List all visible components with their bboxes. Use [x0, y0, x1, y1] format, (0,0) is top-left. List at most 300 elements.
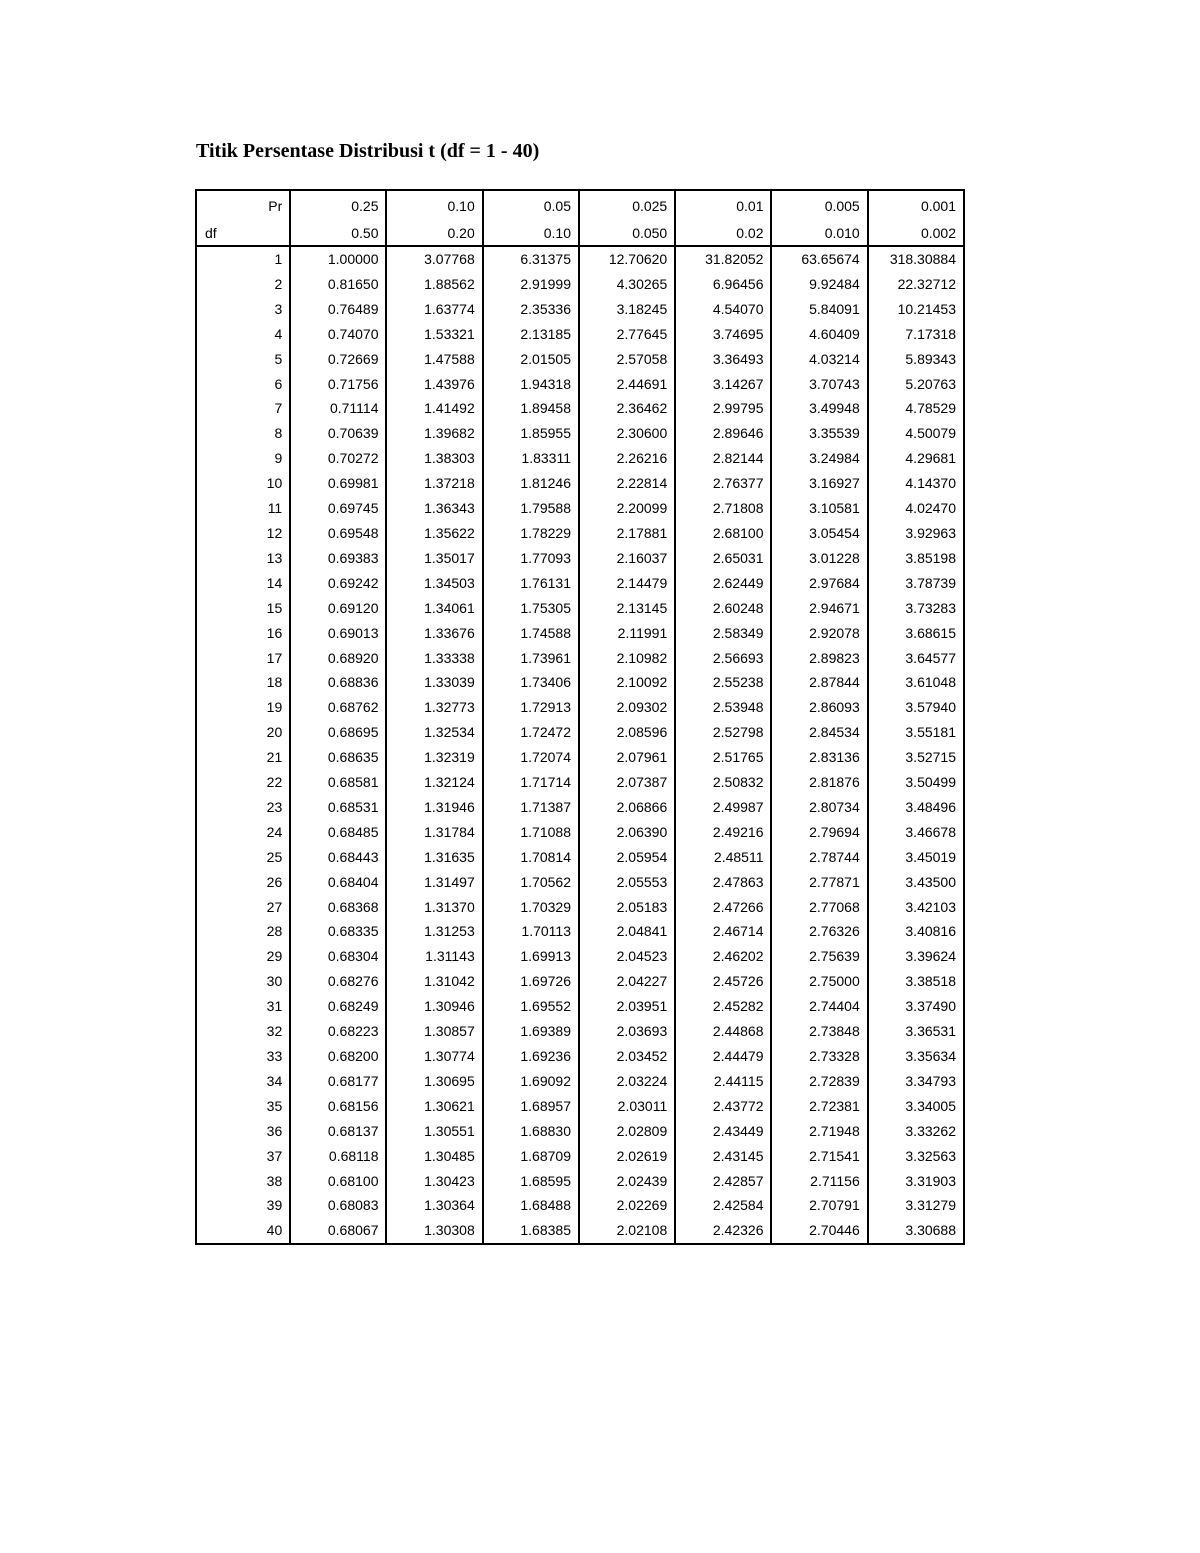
value-cell: 1.70113 — [483, 919, 579, 944]
df-cell: 37 — [266, 1147, 283, 1164]
df-cell: 18 — [266, 674, 283, 691]
table-row — [196, 646, 964, 671]
df-cell: 40 — [266, 1222, 283, 1239]
value-cell: 2.05553 — [579, 870, 675, 895]
value-cell: 2.68100 — [675, 521, 771, 546]
value-cell: 3.37490 — [868, 994, 964, 1019]
value-cell: 3.43500 — [868, 870, 964, 895]
value-cell: 2.04227 — [579, 969, 675, 994]
table-row — [196, 496, 964, 521]
value-cell: 5.89343 — [868, 347, 964, 372]
value-cell: 3.07768 — [386, 246, 482, 272]
value-cell: 1.34503 — [386, 571, 482, 596]
value-cell: 3.24984 — [771, 446, 867, 471]
df-cell: 39 — [266, 1197, 283, 1214]
value-cell: 2.65031 — [675, 546, 771, 571]
value-cell: 1.39682 — [386, 421, 482, 446]
value-cell: 2.07961 — [579, 745, 675, 770]
df-cell: 21 — [266, 749, 283, 766]
df-cell: 15 — [266, 599, 283, 616]
value-cell: 1.94318 — [483, 372, 579, 397]
value-cell: 2.45726 — [675, 969, 771, 994]
value-cell: 0.72669 — [290, 347, 386, 372]
value-cell: 2.52798 — [675, 720, 771, 745]
value-cell: 2.79694 — [771, 820, 867, 845]
value-cell: 0.69013 — [290, 621, 386, 646]
value-cell: 2.62449 — [675, 571, 771, 596]
table-row — [196, 695, 964, 720]
value-cell: 1.35622 — [386, 521, 482, 546]
value-cell: 2.71541 — [771, 1144, 867, 1169]
value-cell: 1.73961 — [483, 646, 579, 671]
value-cell: 2.75639 — [771, 944, 867, 969]
value-cell: 1.63774 — [386, 297, 482, 322]
table-row — [196, 919, 964, 944]
value-cell: 2.94671 — [771, 596, 867, 621]
value-cell: 2.46714 — [675, 919, 771, 944]
table-row — [196, 621, 964, 646]
value-cell: 0.68443 — [290, 845, 386, 870]
value-cell: 1.69552 — [483, 994, 579, 1019]
value-cell: 2.74404 — [771, 994, 867, 1019]
value-cell: 2.77645 — [579, 322, 675, 347]
value-cell: 3.40816 — [868, 919, 964, 944]
df-cell: 14 — [266, 574, 283, 591]
df-cell: 31 — [266, 998, 283, 1015]
value-cell: 1.71714 — [483, 770, 579, 795]
header-row-two-tailed — [196, 221, 964, 246]
value-cell: 1.30774 — [386, 1044, 482, 1069]
value-cell: 0.68137 — [290, 1119, 386, 1144]
value-cell: 1.71088 — [483, 820, 579, 845]
value-cell: 2.48511 — [675, 845, 771, 870]
value-cell: 2.75000 — [771, 969, 867, 994]
value-cell: 2.99795 — [675, 396, 771, 421]
value-cell: 1.30946 — [386, 994, 482, 1019]
value-cell: 3.14267 — [675, 372, 771, 397]
value-cell: 3.70743 — [771, 372, 867, 397]
value-cell: 3.16927 — [771, 471, 867, 496]
value-cell: 1.31143 — [386, 944, 482, 969]
value-cell: 3.18245 — [579, 297, 675, 322]
value-cell: 4.50079 — [868, 421, 964, 446]
value-cell: 1.68709 — [483, 1144, 579, 1169]
value-cell: 7.17318 — [868, 322, 964, 347]
value-cell: 2.84534 — [771, 720, 867, 745]
value-cell: 0.70639 — [290, 421, 386, 446]
value-cell: 0.68118 — [290, 1144, 386, 1169]
value-cell: 1.33338 — [386, 646, 482, 671]
header-cell: 0.02 — [675, 221, 771, 246]
value-cell: 3.33262 — [868, 1119, 964, 1144]
table-row — [196, 1144, 964, 1169]
value-cell: 1.70329 — [483, 895, 579, 920]
value-cell: 1.72074 — [483, 745, 579, 770]
value-cell: 3.36531 — [868, 1019, 964, 1044]
value-cell: 2.71156 — [771, 1169, 867, 1194]
t-distribution-table — [195, 189, 965, 1245]
value-cell: 2.08596 — [579, 720, 675, 745]
value-cell: 2.13145 — [579, 596, 675, 621]
value-cell: 2.09302 — [579, 695, 675, 720]
value-cell: 1.89458 — [483, 396, 579, 421]
value-cell: 2.70791 — [771, 1193, 867, 1218]
value-cell: 3.36493 — [675, 347, 771, 372]
df-cell: 29 — [266, 948, 283, 965]
df-cell: 17 — [266, 649, 283, 666]
value-cell: 1.73406 — [483, 670, 579, 695]
value-cell: 2.46202 — [675, 944, 771, 969]
value-cell: 0.68083 — [290, 1193, 386, 1218]
value-cell: 1.72913 — [483, 695, 579, 720]
value-cell: 3.50499 — [868, 770, 964, 795]
value-cell: 4.54070 — [675, 297, 771, 322]
value-cell: 4.30265 — [579, 272, 675, 297]
value-cell: 2.35336 — [483, 297, 579, 322]
page-title: Titik Persentase Distribusi t (df = 1 - 40) — [196, 140, 540, 162]
table-row — [196, 372, 964, 397]
df-cell: 24 — [266, 823, 283, 840]
value-cell: 3.92963 — [868, 521, 964, 546]
df-cell: 33 — [266, 1048, 283, 1064]
value-cell: 2.01505 — [483, 347, 579, 372]
value-cell: 2.53948 — [675, 695, 771, 720]
value-cell: 1.35017 — [386, 546, 482, 571]
df-cell: 30 — [266, 973, 283, 990]
df-cell: 23 — [266, 798, 283, 815]
df-cell: 26 — [266, 873, 283, 890]
value-cell: 2.56693 — [675, 646, 771, 671]
value-cell: 1.32534 — [386, 720, 482, 745]
table-row — [196, 1069, 964, 1094]
table-row — [196, 1218, 964, 1244]
value-cell: 2.02269 — [579, 1193, 675, 1218]
value-cell: 2.22814 — [579, 471, 675, 496]
value-cell: 1.72472 — [483, 720, 579, 745]
value-cell: 0.68485 — [290, 820, 386, 845]
value-cell: 1.37218 — [386, 471, 482, 496]
value-cell: 1.69389 — [483, 1019, 579, 1044]
table-row — [196, 297, 964, 322]
value-cell: 2.89646 — [675, 421, 771, 446]
value-cell: 1.71387 — [483, 795, 579, 820]
value-cell: 0.69981 — [290, 471, 386, 496]
df-cell: 9 — [274, 450, 283, 467]
value-cell: 3.42103 — [868, 895, 964, 920]
value-cell: 1.30695 — [386, 1069, 482, 1094]
header-row-one-tailed — [196, 190, 964, 221]
value-cell: 1.53321 — [386, 322, 482, 347]
value-cell: 5.20763 — [868, 372, 964, 397]
value-cell: 22.32712 — [868, 272, 964, 297]
table-row — [196, 870, 964, 895]
value-cell: 2.80734 — [771, 795, 867, 820]
value-cell: 2.72381 — [771, 1094, 867, 1119]
table-row — [196, 1094, 964, 1119]
value-cell: 1.30364 — [386, 1193, 482, 1218]
value-cell: 31.82052 — [675, 246, 771, 272]
value-cell: 3.64577 — [868, 646, 964, 671]
value-cell: 4.60409 — [771, 322, 867, 347]
df-cell: 34 — [266, 1072, 283, 1089]
value-cell: 1.32319 — [386, 745, 482, 770]
value-cell: 0.70272 — [290, 446, 386, 471]
value-cell: 1.30621 — [386, 1094, 482, 1119]
value-cell: 1.30857 — [386, 1019, 482, 1044]
value-cell: 4.78529 — [868, 396, 964, 421]
value-cell: 0.81650 — [290, 272, 386, 297]
value-cell: 2.20099 — [579, 496, 675, 521]
value-cell: 1.78229 — [483, 521, 579, 546]
df-cell: 35 — [266, 1097, 283, 1114]
value-cell: 3.78739 — [868, 571, 964, 596]
value-cell: 2.71808 — [675, 496, 771, 521]
value-cell: 6.31375 — [483, 246, 579, 272]
value-cell: 3.68615 — [868, 621, 964, 646]
table-row — [196, 596, 964, 621]
df-cell: 20 — [266, 724, 283, 741]
value-cell: 4.03214 — [771, 347, 867, 372]
table-row — [196, 969, 964, 994]
value-cell: 0.68335 — [290, 919, 386, 944]
df-cell: 12 — [266, 524, 283, 541]
value-cell: 1.38303 — [386, 446, 482, 471]
value-cell: 3.34793 — [868, 1069, 964, 1094]
value-cell: 2.43145 — [675, 1144, 771, 1169]
value-cell: 0.74070 — [290, 322, 386, 347]
table-row — [196, 471, 964, 496]
value-cell: 1.69913 — [483, 944, 579, 969]
value-cell: 2.30600 — [579, 421, 675, 446]
value-cell: 1.30423 — [386, 1169, 482, 1194]
table-row — [196, 770, 964, 795]
value-cell: 1.85955 — [483, 421, 579, 446]
value-cell: 1.68595 — [483, 1169, 579, 1194]
value-cell: 1.32773 — [386, 695, 482, 720]
value-cell: 0.68200 — [290, 1044, 386, 1069]
value-cell: 1.68830 — [483, 1119, 579, 1144]
value-cell: 1.76131 — [483, 571, 579, 596]
value-cell: 2.04523 — [579, 944, 675, 969]
header-cell: 0.50 — [290, 221, 386, 246]
df-cell: 7 — [274, 400, 283, 417]
value-cell: 2.02108 — [579, 1218, 675, 1244]
value-cell: 0.68156 — [290, 1094, 386, 1119]
table-row — [196, 571, 964, 596]
value-cell: 0.68836 — [290, 670, 386, 695]
value-cell: 3.52715 — [868, 745, 964, 770]
value-cell: 2.06390 — [579, 820, 675, 845]
header-cell: 0.10 — [483, 221, 579, 246]
table-row — [196, 1044, 964, 1069]
table-row — [196, 1119, 964, 1144]
value-cell: 0.69383 — [290, 546, 386, 571]
value-cell: 1.34061 — [386, 596, 482, 621]
value-cell: 1.31042 — [386, 969, 482, 994]
value-cell: 1.75305 — [483, 596, 579, 621]
value-cell: 1.33039 — [386, 670, 482, 695]
value-cell: 1.41492 — [386, 396, 482, 421]
df-cell: 27 — [266, 898, 283, 915]
table-row — [196, 994, 964, 1019]
value-cell: 1.69092 — [483, 1069, 579, 1094]
value-cell: 4.02470 — [868, 496, 964, 521]
value-cell: 1.31253 — [386, 919, 482, 944]
df-cell: 5 — [274, 350, 283, 367]
value-cell: 0.69548 — [290, 521, 386, 546]
value-cell: 2.03452 — [579, 1044, 675, 1069]
value-cell: 2.10092 — [579, 670, 675, 695]
header-cell: 0.005 — [771, 190, 867, 221]
table-row — [196, 895, 964, 920]
value-cell: 5.84091 — [771, 297, 867, 322]
df-cell: 1 — [274, 251, 283, 267]
value-cell: 2.51765 — [675, 745, 771, 770]
value-cell: 2.03693 — [579, 1019, 675, 1044]
value-cell: 2.03951 — [579, 994, 675, 1019]
table-row — [196, 1169, 964, 1194]
table-row — [196, 670, 964, 695]
value-cell: 2.77871 — [771, 870, 867, 895]
value-cell: 2.14479 — [579, 571, 675, 596]
value-cell: 318.30884 — [868, 246, 964, 272]
value-cell: 3.35539 — [771, 421, 867, 446]
value-cell: 0.68177 — [290, 1069, 386, 1094]
value-cell: 9.92484 — [771, 272, 867, 297]
value-cell: 1.31497 — [386, 870, 482, 895]
value-cell: 10.21453 — [868, 297, 964, 322]
value-cell: 2.42857 — [675, 1169, 771, 1194]
value-cell: 0.68695 — [290, 720, 386, 745]
value-cell: 2.02809 — [579, 1119, 675, 1144]
value-cell: 1.31946 — [386, 795, 482, 820]
df-cell: 8 — [274, 425, 283, 442]
value-cell: 2.17881 — [579, 521, 675, 546]
value-cell: 2.58349 — [675, 621, 771, 646]
value-cell: 1.31635 — [386, 845, 482, 870]
table-row — [196, 845, 964, 870]
value-cell: 3.49948 — [771, 396, 867, 421]
value-cell: 1.68488 — [483, 1193, 579, 1218]
value-cell: 2.49216 — [675, 820, 771, 845]
header-cell: 0.010 — [771, 221, 867, 246]
value-cell: 3.01228 — [771, 546, 867, 571]
value-cell: 3.55181 — [868, 720, 964, 745]
df-cell: 2 — [274, 275, 283, 292]
value-cell: 2.91999 — [483, 272, 579, 297]
value-cell: 3.85198 — [868, 546, 964, 571]
value-cell: 2.73328 — [771, 1044, 867, 1069]
df-cell: 3 — [274, 300, 283, 317]
value-cell: 2.47863 — [675, 870, 771, 895]
value-cell: 0.68762 — [290, 695, 386, 720]
value-cell: 3.46678 — [868, 820, 964, 845]
value-cell: 0.71756 — [290, 372, 386, 397]
value-cell: 2.42584 — [675, 1193, 771, 1218]
value-cell: 2.86093 — [771, 695, 867, 720]
value-cell: 3.38518 — [868, 969, 964, 994]
table-row — [196, 421, 964, 446]
value-cell: 3.45019 — [868, 845, 964, 870]
value-cell: 3.74695 — [675, 322, 771, 347]
value-cell: 2.05954 — [579, 845, 675, 870]
value-cell: 0.68531 — [290, 795, 386, 820]
value-cell: 1.74588 — [483, 621, 579, 646]
value-cell: 1.33676 — [386, 621, 482, 646]
value-cell: 3.31279 — [868, 1193, 964, 1218]
header-cell: 0.002 — [868, 221, 964, 246]
value-cell: 0.68368 — [290, 895, 386, 920]
value-cell: 0.68581 — [290, 770, 386, 795]
value-cell: 2.03011 — [579, 1094, 675, 1119]
value-cell: 1.69236 — [483, 1044, 579, 1069]
value-cell: 1.79588 — [483, 496, 579, 521]
value-cell: 1.69726 — [483, 969, 579, 994]
header-cell: 0.05 — [483, 190, 579, 221]
table-row — [196, 795, 964, 820]
df-cell: 11 — [267, 500, 283, 517]
value-cell: 3.05454 — [771, 521, 867, 546]
value-cell: 1.30485 — [386, 1144, 482, 1169]
df-cell: 19 — [266, 699, 283, 716]
table-row — [196, 944, 964, 969]
value-cell: 2.36462 — [579, 396, 675, 421]
value-cell: 0.71114 — [290, 396, 386, 421]
table-row — [196, 521, 964, 546]
value-cell: 2.78744 — [771, 845, 867, 870]
value-cell: 63.65674 — [771, 246, 867, 272]
value-cell: 2.44115 — [675, 1069, 771, 1094]
value-cell: 0.69120 — [290, 596, 386, 621]
value-cell: 2.07387 — [579, 770, 675, 795]
value-cell: 2.44868 — [675, 1019, 771, 1044]
value-cell: 2.50832 — [675, 770, 771, 795]
value-cell: 1.32124 — [386, 770, 482, 795]
value-cell: 2.16037 — [579, 546, 675, 571]
df-cell: 4 — [274, 325, 283, 342]
value-cell: 2.04841 — [579, 919, 675, 944]
value-cell: 2.70446 — [771, 1218, 867, 1244]
value-cell: 0.68276 — [290, 969, 386, 994]
value-cell: 1.68957 — [483, 1094, 579, 1119]
value-cell: 1.83311 — [483, 446, 579, 471]
value-cell: 3.32563 — [868, 1144, 964, 1169]
df-cell: 28 — [266, 923, 283, 940]
value-cell: 0.68404 — [290, 870, 386, 895]
value-cell: 0.68249 — [290, 994, 386, 1019]
value-cell: 2.72839 — [771, 1069, 867, 1094]
value-cell: 0.68304 — [290, 944, 386, 969]
value-cell: 1.30308 — [386, 1218, 482, 1244]
value-cell: 3.30688 — [868, 1218, 964, 1244]
value-cell: 0.69242 — [290, 571, 386, 596]
value-cell: 3.61048 — [868, 670, 964, 695]
value-cell: 0.68635 — [290, 745, 386, 770]
table-row — [196, 246, 964, 272]
header-cell: 0.050 — [579, 221, 675, 246]
table-row — [196, 446, 964, 471]
value-cell: 3.34005 — [868, 1094, 964, 1119]
value-cell: 3.57940 — [868, 695, 964, 720]
df-cell: 25 — [266, 848, 283, 865]
value-cell: 3.73283 — [868, 596, 964, 621]
value-cell: 2.11991 — [579, 621, 675, 646]
value-cell: 0.68223 — [290, 1019, 386, 1044]
value-cell: 1.31370 — [386, 895, 482, 920]
value-cell: 2.97684 — [771, 571, 867, 596]
value-cell: 1.77093 — [483, 546, 579, 571]
value-cell: 2.03224 — [579, 1069, 675, 1094]
